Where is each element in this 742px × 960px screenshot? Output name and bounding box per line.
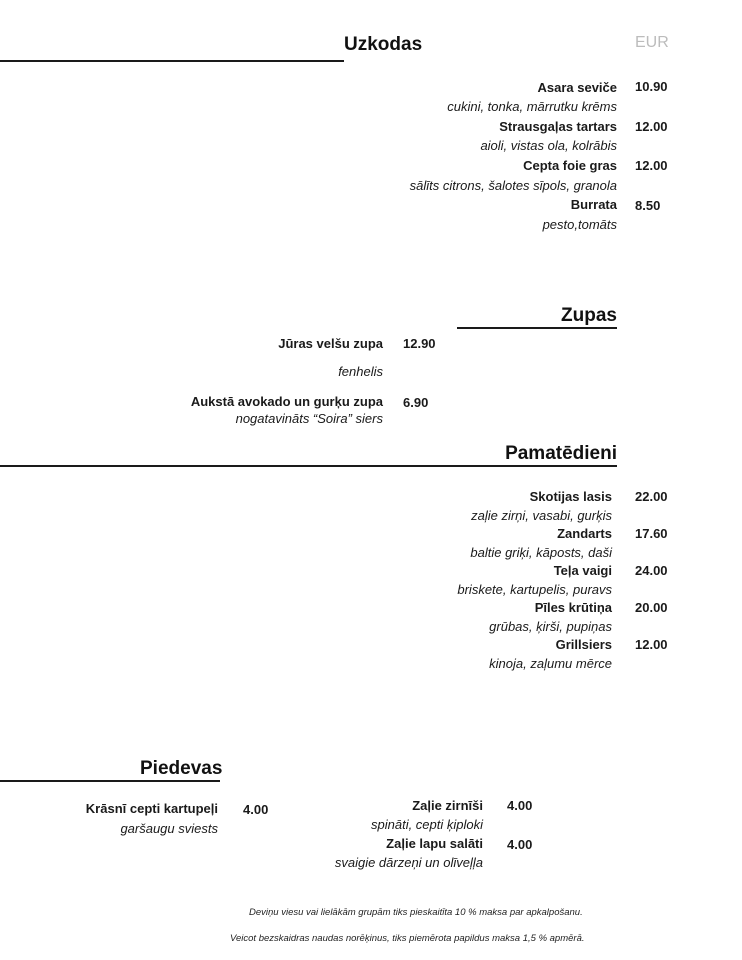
menu-item-desc: sālīts citrons, šalotes sīpols, granola bbox=[409, 178, 617, 193]
section-title-piedevas: Piedevas bbox=[140, 758, 223, 779]
section-rule-uzkodas bbox=[0, 60, 344, 62]
menu-item-price: 8.50 bbox=[635, 198, 661, 213]
menu-item-desc: fenhelis bbox=[338, 364, 383, 379]
menu-item-desc: svaigie dārzeņi un olīveļļa bbox=[334, 855, 483, 870]
footnote-card-fee: Veicot bezskaidras naudas norēķinus, tiks piemērota papildus maksa 1,5 % apmērā. bbox=[230, 933, 585, 944]
menu-item-name: Burrata bbox=[570, 197, 617, 212]
menu-item-price: 12.00 bbox=[635, 158, 668, 173]
menu-item-name: Teļa vaigi bbox=[553, 563, 612, 578]
section-rule-zupas bbox=[457, 327, 617, 329]
menu-item-desc: zaļie zirņi, vasabi, gurķis bbox=[471, 508, 612, 523]
menu-item-desc: garšaugu sviests bbox=[120, 821, 218, 836]
menu-item-desc: nogatavināts “Soira” siers bbox=[235, 411, 383, 426]
menu-item-price: 17.60 bbox=[635, 526, 668, 541]
menu-item-name: Jūras velšu zupa bbox=[278, 336, 383, 351]
section-title-zupas: Zupas bbox=[561, 305, 617, 326]
menu-item-name: Pīles krūtiņa bbox=[534, 600, 612, 615]
menu-item-price: 22.00 bbox=[635, 489, 668, 504]
menu-item-price: 12.90 bbox=[403, 336, 436, 351]
menu-item-desc: pesto,tomāts bbox=[542, 217, 617, 232]
menu-item-price: 20.00 bbox=[635, 600, 668, 615]
menu-item-desc: kinoja, zaļumu mērce bbox=[489, 656, 612, 671]
section-title-pamatedieni: Pamatēdieni bbox=[505, 443, 617, 464]
section-rule-piedevas bbox=[0, 780, 220, 782]
menu-item-desc: briskete, kartupelis, puravs bbox=[457, 582, 612, 597]
menu-item-price: 12.00 bbox=[635, 119, 668, 134]
menu-item-price: 24.00 bbox=[635, 563, 668, 578]
menu-item-name: Zaļie lapu salāti bbox=[386, 836, 483, 851]
menu-item-name: Zaļie zirnīši bbox=[412, 798, 483, 813]
menu-item-desc: baltie griķi, kāposts, daši bbox=[470, 545, 612, 560]
menu-item-name: Cepta foie gras bbox=[523, 158, 617, 173]
menu-item-name: Asara seviče bbox=[537, 80, 617, 95]
footnote-service-fee: Deviņu viesu vai lielākām grupām tiks pieskaitīta 10 % maksa par apkalpošanu. bbox=[249, 907, 583, 918]
menu-item-name: Grillsiers bbox=[555, 637, 612, 652]
section-rule-pamatedieni bbox=[0, 465, 617, 467]
menu-item-name: Krāsnī cepti kartupeļi bbox=[85, 801, 218, 816]
menu-item-name: Aukstā avokado un gurķu zupa bbox=[190, 394, 383, 409]
menu-item-price: 4.00 bbox=[507, 837, 533, 852]
menu-item-price: 4.00 bbox=[507, 798, 533, 813]
menu-item-name: Skotijas lasis bbox=[529, 489, 612, 504]
menu-item-price: 12.00 bbox=[635, 637, 668, 652]
currency-label: EUR bbox=[635, 34, 669, 51]
menu-item-desc: cukini, tonka, mārrutku krēms bbox=[447, 99, 617, 114]
section-title-uzkodas: Uzkodas bbox=[344, 34, 423, 55]
menu-item-price: 10.90 bbox=[635, 79, 668, 94]
menu-item-price: 4.00 bbox=[243, 802, 269, 817]
menu-item-name: Zandarts bbox=[557, 526, 612, 541]
menu-item-price: 6.90 bbox=[403, 395, 429, 410]
menu-item-desc: grūbas, ķirši, pupiņas bbox=[489, 619, 612, 634]
menu-item-desc: aioli, vistas ola, kolrābis bbox=[480, 138, 617, 153]
menu-item-name: Strausgaļas tartars bbox=[499, 119, 617, 134]
menu-item-desc: spināti, cepti ķiploki bbox=[371, 817, 483, 832]
